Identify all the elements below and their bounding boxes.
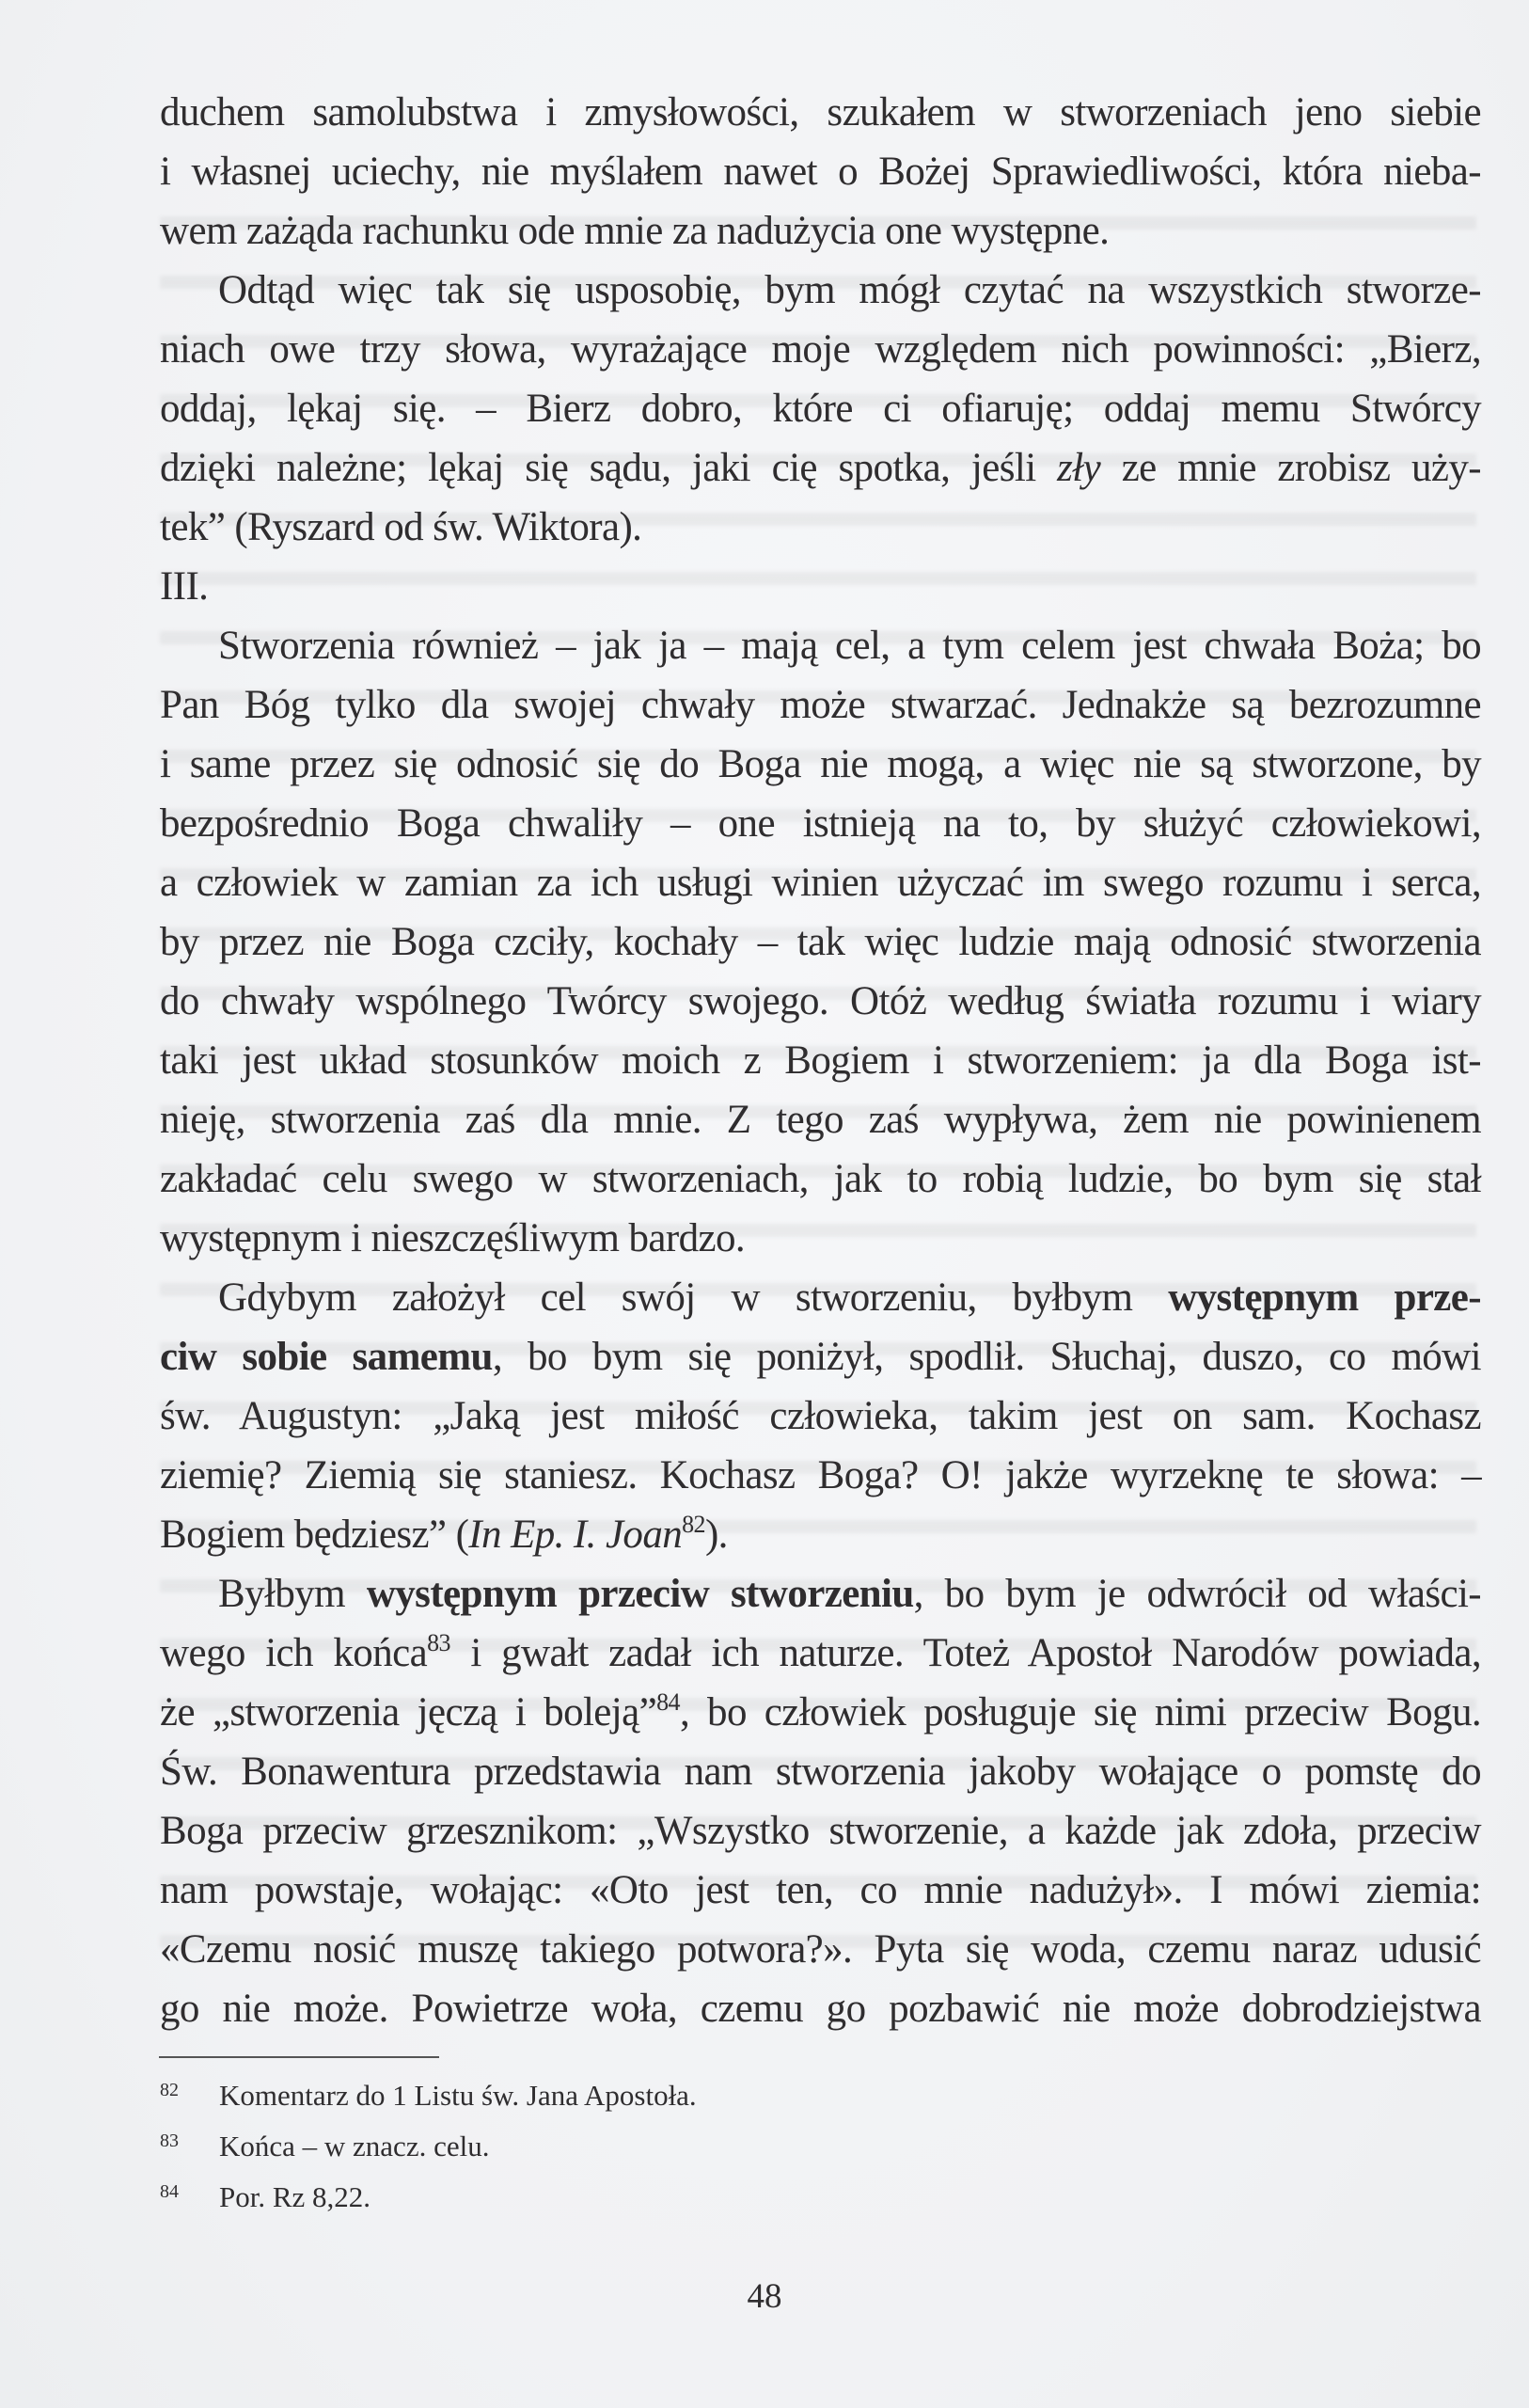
paragraph-start-line [160,1564,1481,1624]
footnote-number: 84 [160,2181,179,2202]
footnote-ref-84[interactable]: 84 [656,1688,680,1716]
text-line: św. Augustyn: „Jaką jest miłość człowieka, takim jest on sam. Kochasz [160,1394,1481,1438]
text-run: , bo bym je odwrócił od właści- [913,1572,1482,1616]
text-line [160,438,1481,498]
footnote-number: 83 [160,2131,179,2151]
footnote-separator [159,2056,439,2058]
text-line: bezpośrednio Boga chwaliły – one istnieją na to, by służyć człowiekowi, [160,801,1481,846]
text-line: i same przez się odnosić się do Boga nie mogą, a więc nie są stworzone, by [160,742,1481,786]
footnote-83 [160,2118,697,2169]
text-run: Byłbym [218,1572,367,1616]
text-line: i własnej uciechy, nie myślałem nawet o Bożej Sprawiedliwości, która nieba- [160,150,1481,194]
text-run: Bogiem będziesz” ( [160,1513,469,1557]
section-heading: III. [160,564,209,609]
text-run: ze mnie zrobisz uży- [1100,446,1481,490]
footnote-ref-83[interactable]: 83 [427,1629,450,1656]
bold-phrase: występnym prze- [1168,1275,1481,1320]
page-number: 48 [747,2277,782,2316]
text-line: występnym i nieszczęśliwym bardzo. [160,1216,746,1260]
text-line: niach owe trzy słowa, wyrażające moje względem nich powinności: „Bierz, [160,327,1481,372]
paragraph-start-line: Odtąd więc tak się usposobię, bym mógł czytać na wszystkich stworze- [218,268,1481,312]
italic-citation: In Ep. I. Joan [468,1513,683,1557]
text-line: oddaj, lękaj się. – Bierz dobro, które ci ofiaruję; oddaj memu Stwórcy [160,387,1481,431]
text-run: dzięki należne; lękaj się sądu, jaki cię spotka, jeśli [160,446,1058,490]
paragraph-start-line: Stworzenia również – jak ja – mają cel, a tym celem jest chwała Boża; bo [218,624,1481,668]
text-run: ). [704,1513,728,1557]
footnote-text: Komentarz do 1 Listu św. Jana Apostoła. [219,2079,697,2112]
footnote-82 [160,2067,697,2118]
text-run: Gdybym założył cel swój w stworzeniu, byłbym [218,1275,1169,1320]
text-line: «Czemu nosić muszę takiego potwora?». Pyta się woda, czemu naraz udusić [160,1927,1481,1972]
bold-phrase: ciw sobie samemu [160,1335,493,1379]
bold-phrase: występnym przeciw stworzeniu [366,1572,914,1616]
text-line: go nie może. Powietrze woła, czemu go pozbawić nie może dobrodziejstwa [160,1987,1481,2031]
text-line: zakładać celu swego w stworzeniach, jak to robią ludzie, bo bym się stał [160,1157,1481,1201]
text-line [160,1683,1481,1742]
text-run: i gwałt zadał ich naturze. Toteż Apostoł Narodów powiada, [449,1631,1481,1675]
text-run: , bo bym się poniżył, spodlił. Słuchaj, duszo, co mówi [492,1335,1481,1379]
text-line: do chwały wspólnego Twórcy swojego. Otóż według światła rozumu i wiary [160,979,1481,1023]
text-line: Św. Bonawentura przedstawia nam stworzenia jakoby wołające o pomstę do [160,1750,1481,1794]
text-line: nieję, stworzenia zaś dla mnie. Z tego zaś wypływa, żem nie powinienem [160,1098,1481,1142]
body-text [160,83,1481,2038]
footnote-text: Por. Rz 8,22. [219,2180,371,2213]
footnote-84 [160,2169,697,2220]
footnotes [160,2067,697,2220]
footnote-number: 82 [160,2080,179,2100]
italic-word: zły [1057,446,1101,490]
text-line [160,1505,1481,1564]
text-line: Pan Bóg tylko dla swojej chwały może stwarzać. Jednakże są bezrozumne [160,683,1481,727]
paragraph-start-line [160,1268,1481,1327]
text-line: by przez nie Boga czciły, kochały – tak więc ludzie mają odnosić stworzenia [160,920,1481,964]
text-run: , bo człowiek posługuje się nimi przeciw Bogu. [679,1690,1481,1735]
text-line: taki jest układ stosunków moich z Bogiem i stworzeniem: ja dla Boga ist- [160,1038,1481,1083]
text-line [160,1327,1481,1386]
footnote-text: Końca – w znacz. celu. [219,2130,490,2162]
text-line: a człowiek w zamian za ich usługi winien użyczać im swego rozumu i serca, [160,861,1481,905]
text-line: duchem samolubstwa i zmysłowości, szukałem w stworzeniach jeno siebie [160,90,1481,135]
text-line: Boga przeciw grzesznikom: „Wszystko stworzenie, a każde jak zdoła, przeciw [160,1809,1481,1853]
text-line: nam powstaje, wołając: «Oto jest ten, co mnie nadużył». I mówi ziemia: [160,1868,1481,1912]
text-run: wego ich końca [160,1631,428,1675]
text-line [160,1624,1481,1683]
text-line: wem zażąda rachunku ode mnie za nadużycia one występne. [160,209,1110,253]
text-run: że „stworzenia jęczą i boleją” [160,1690,657,1735]
text-line: ziemię? Ziemią się staniesz. Kochasz Boga? O! jakże wyrzeknę te słowa: – [160,1453,1481,1497]
footnote-ref-82[interactable]: 82 [682,1511,705,1538]
text-line: tek” (Ryszard od św. Wiktora). [160,505,642,549]
